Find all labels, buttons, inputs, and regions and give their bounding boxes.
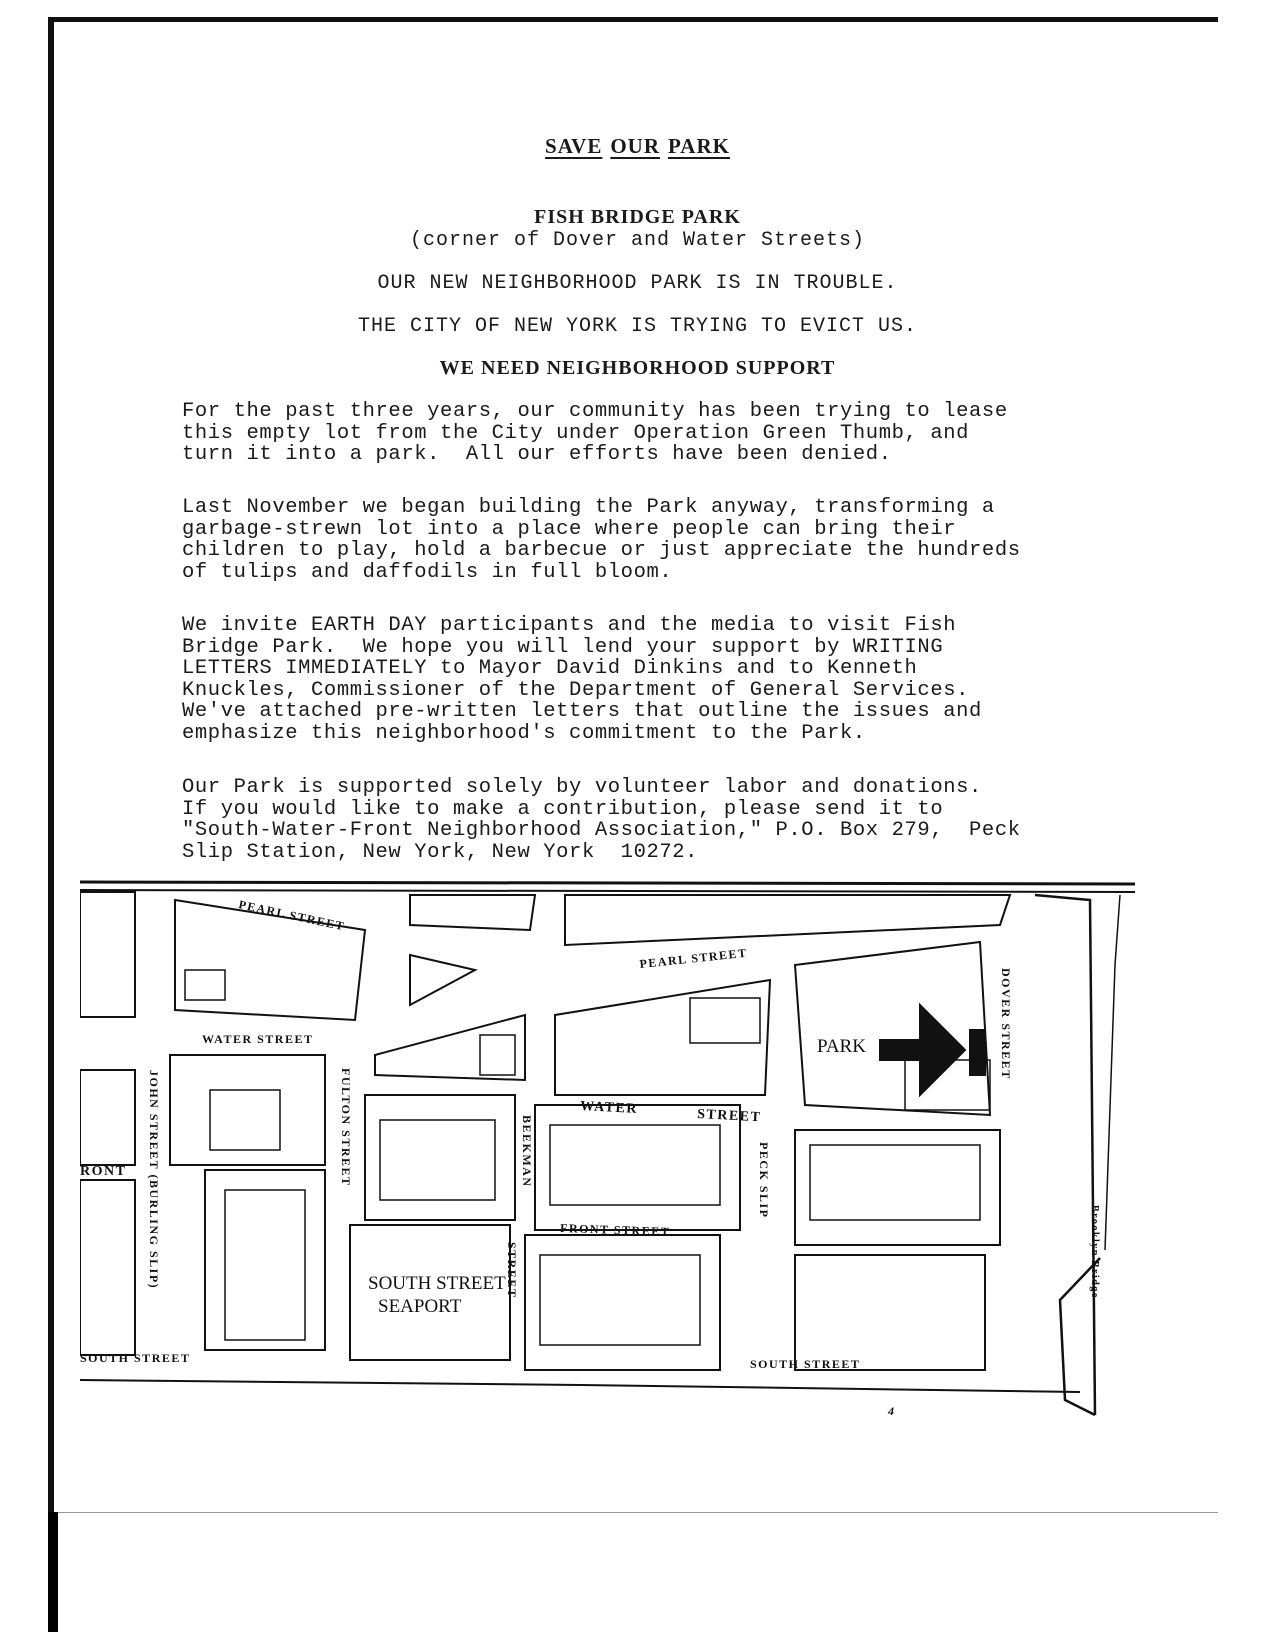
scan-border-left-bottom xyxy=(48,1512,58,1632)
building xyxy=(540,1255,700,1345)
peck-slip-label: PECK SLIP xyxy=(757,1142,771,1219)
fulton-street-label: FULTON STREET xyxy=(339,1068,353,1187)
paragraph-invitation: We invite EARTH DAY participants and the media to visit Fish Bridge Park. We hope you will lend your support by WRITING LETTERS IMMEDIATELY to Mayor David Dinkins and to Kenneth Knuckles, Commissioner of the Department of General Services. We've attached pre-written letters that outline the issues and emphasize this neighborhood's commitment to the Park. xyxy=(182,614,982,745)
scan-border-bottom xyxy=(58,1512,1218,1513)
scan-border-top xyxy=(48,17,1218,22)
block xyxy=(80,1180,135,1355)
front-street-left-label: RONT xyxy=(80,1164,127,1179)
building xyxy=(550,1125,720,1205)
support-heading: WE NEED NEIGHBORHOOD SUPPORT xyxy=(439,357,836,379)
block xyxy=(565,895,1010,945)
brooklyn-bridge-label: Brooklyn Bridge xyxy=(1089,1205,1100,1299)
block xyxy=(410,955,475,1005)
block xyxy=(375,1015,525,1080)
park-name: FISH BRIDGE PARK xyxy=(534,206,741,228)
title-word: PARK xyxy=(668,134,730,158)
beekman-street-label: BEEKMAN xyxy=(520,1115,534,1188)
bridge-edge-right xyxy=(1105,895,1120,1250)
water-street-label: WATER xyxy=(579,1099,639,1118)
page-title xyxy=(0,134,1275,159)
park-arrow xyxy=(880,1005,965,1095)
john-street-label: JOHN STREET (BURLING SLIP) xyxy=(147,1070,161,1290)
dover-street-label: DOVER STREET xyxy=(999,968,1013,1080)
block xyxy=(410,895,535,930)
block xyxy=(170,1055,325,1165)
building xyxy=(185,970,225,1000)
block xyxy=(80,1070,135,1165)
pearl-street-center-label: PEARL STREET xyxy=(638,945,749,971)
paragraph-history: For the past three years, our community has been trying to lease this empty lot from the City under Operation Green Thumb, and turn it into a park. All our efforts have been denied. xyxy=(182,400,1008,466)
building xyxy=(210,1090,280,1150)
scan-border-left xyxy=(48,17,54,1630)
paragraph-donations: Our Park is supported solely by volunteer labor and donations. If you would like to make a contribution, please send it to "South-Water-Front Neighborhood Association," P.O. Box 279, Peck Slip Station, New York, New York 10272. xyxy=(182,776,1021,864)
water-street-label-suffix: STREET xyxy=(696,1107,762,1126)
map-svg xyxy=(80,880,1155,1450)
building xyxy=(480,1035,515,1075)
block xyxy=(80,892,135,1017)
south-street-right-label: SOUTH STREET xyxy=(750,1357,861,1371)
park-site-marker xyxy=(970,1030,985,1075)
paragraph-building: Last November we began building the Park anyway, transforming a garbage-strewn lot into a place where people can bring their children to play, hold a barbecue or just appreciate the hundreds of tulips and daffodils in full bloom. xyxy=(182,496,1021,584)
beekman-street-suffix-label: STREET xyxy=(505,1242,519,1299)
seaport-label-line1: SOUTH STREET xyxy=(368,1273,506,1294)
south-street-left-label: SOUTH STREET xyxy=(80,1351,191,1365)
block xyxy=(535,1105,740,1230)
seaport-label-line2: SEAPORT xyxy=(378,1296,462,1317)
title-word: OUR xyxy=(610,134,661,158)
front-street-label: FRONT STREET xyxy=(559,1221,671,1239)
location-note: (corner of Dover and Water Streets) xyxy=(409,229,866,252)
map-top-edge-inner xyxy=(80,890,1135,892)
building xyxy=(810,1145,980,1220)
evict-line: THE CITY OF NEW YORK IS TRYING TO EVICT US. xyxy=(357,315,918,338)
block xyxy=(795,1255,985,1370)
page-mark: 4 xyxy=(888,1404,896,1418)
title-word: SAVE xyxy=(545,134,603,158)
building xyxy=(690,998,760,1043)
south-street-curb xyxy=(80,1380,1080,1392)
park-block xyxy=(795,942,990,1115)
bridge-edge-left xyxy=(1035,895,1095,1415)
block xyxy=(365,1095,515,1220)
pearl-street-left-label: PEARL STREET xyxy=(237,897,347,934)
map-top-edge xyxy=(80,882,1135,884)
trouble-line: OUR NEW NEIGHBORHOOD PARK IS IN TROUBLE. xyxy=(377,272,898,295)
block xyxy=(795,1130,1000,1245)
building xyxy=(380,1120,495,1200)
block xyxy=(205,1170,325,1350)
water-street-left-label: WATER STREET xyxy=(202,1032,314,1046)
building xyxy=(225,1190,305,1340)
neighborhood-map xyxy=(80,880,1155,1450)
park-label: PARK xyxy=(817,1036,866,1057)
